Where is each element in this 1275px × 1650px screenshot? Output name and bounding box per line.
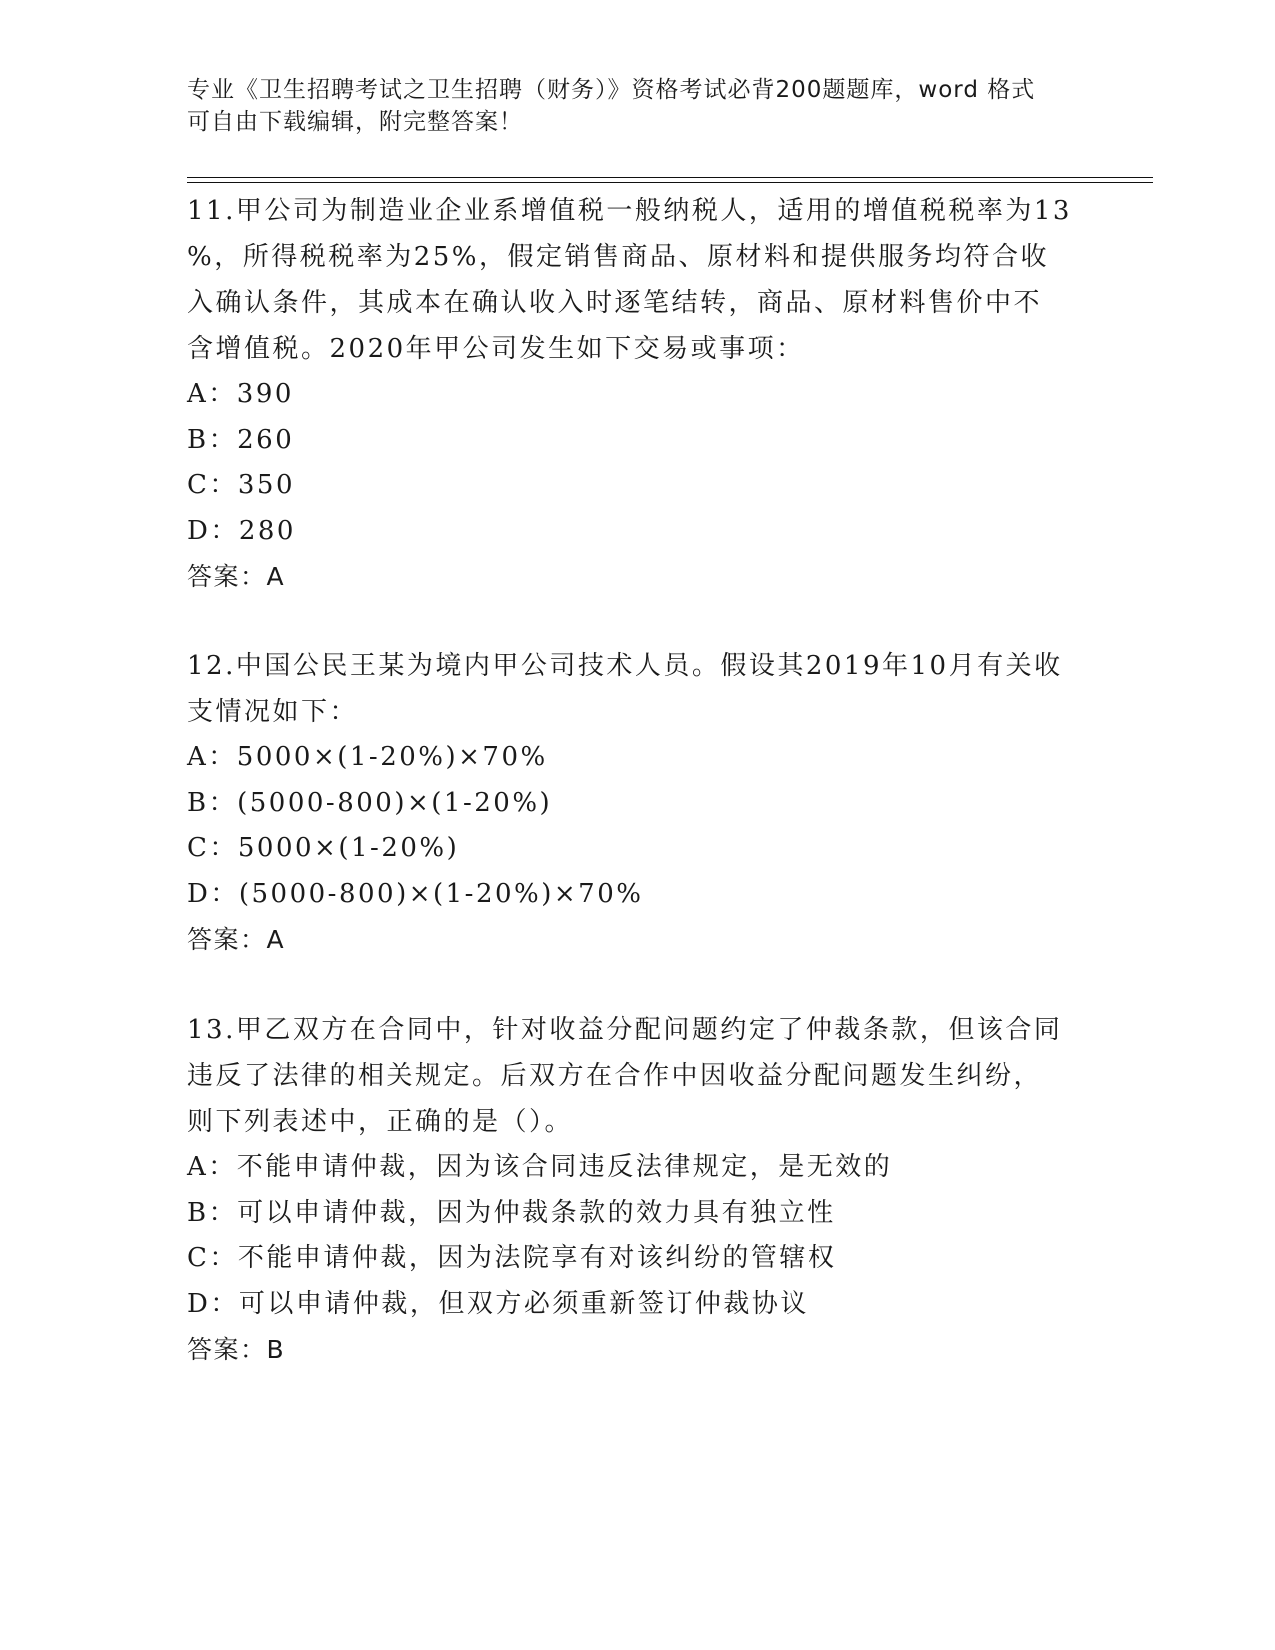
option-a: A：不能申请仲裁，因为该合同违反法律规定，是无效的 <box>187 1152 893 1182</box>
option-d: D：可以申请仲裁，但双方必须重新签订仲裁协议 <box>187 1288 809 1319</box>
header-line-2: 可自由下载编辑，附完整答案！ <box>187 109 523 135</box>
option-c: C：不能申请仲裁，因为法院享有对该纠纷的管辖权 <box>187 1243 837 1273</box>
question-11 <box>187 188 1087 600</box>
option-b: B：可以申请仲裁，因为仲裁条款的效力具有独立性 <box>187 1197 836 1228</box>
option-c: C：350 <box>187 470 296 500</box>
question-stem-line: 含增值税。2020年甲公司发生如下交易或事项： <box>187 334 805 364</box>
question-stem-line: 13.甲乙双方在合同中，针对收益分配问题约定了仲裁条款，但该合同 <box>187 1015 1063 1045</box>
question-12 <box>187 643 1087 963</box>
answer-line: 答案：B <box>187 1335 286 1364</box>
question-stem-line: 支情况如下： <box>187 697 359 727</box>
option-d: D：(5000-800)×(1-20%)×70% <box>187 878 644 909</box>
header-divider-top <box>187 177 1153 178</box>
answer-line: 答案：A <box>187 925 286 954</box>
question-stem-line: 违反了法律的相关规定。后双方在合作中因收益分配问题发生纠纷， <box>187 1061 1043 1091</box>
option-d: D：280 <box>187 515 296 546</box>
answer-line: 答案：A <box>187 562 286 591</box>
question-stem-line: 入确认条件，其成本在确认收入时逐笔结转，商品、原材料售价中不 <box>187 288 1043 318</box>
question-stem-line: %，所得税税率为25%，假定销售商品、原材料和提供服务均符合收 <box>187 242 1049 272</box>
header-divider-bottom <box>187 182 1153 183</box>
option-a: A：390 <box>187 379 294 409</box>
document-header <box>187 74 1087 138</box>
option-c: C：5000×(1-20%) <box>187 833 460 863</box>
option-b: B：(5000-800)×(1-20%) <box>187 787 553 818</box>
option-a: A：5000×(1-20%)×70% <box>187 742 548 772</box>
question-stem-line: 则下列表述中，正确的是（）。 <box>187 1107 574 1137</box>
question-stem-line: 11.甲公司为制造业企业系增值税一般纳税人，适用的增值税税率为13 <box>187 196 1072 226</box>
question-13 <box>187 1007 1087 1373</box>
question-stem-line: 12.中国公民王某为境内甲公司技术人员。假设其2019年10月有关收 <box>187 651 1063 681</box>
header-line-1: 专业《卫生招聘考试之卫生招聘（财务）》资格考试必背200题题库，word 格式 <box>187 77 1036 103</box>
option-b: B：260 <box>187 424 295 455</box>
